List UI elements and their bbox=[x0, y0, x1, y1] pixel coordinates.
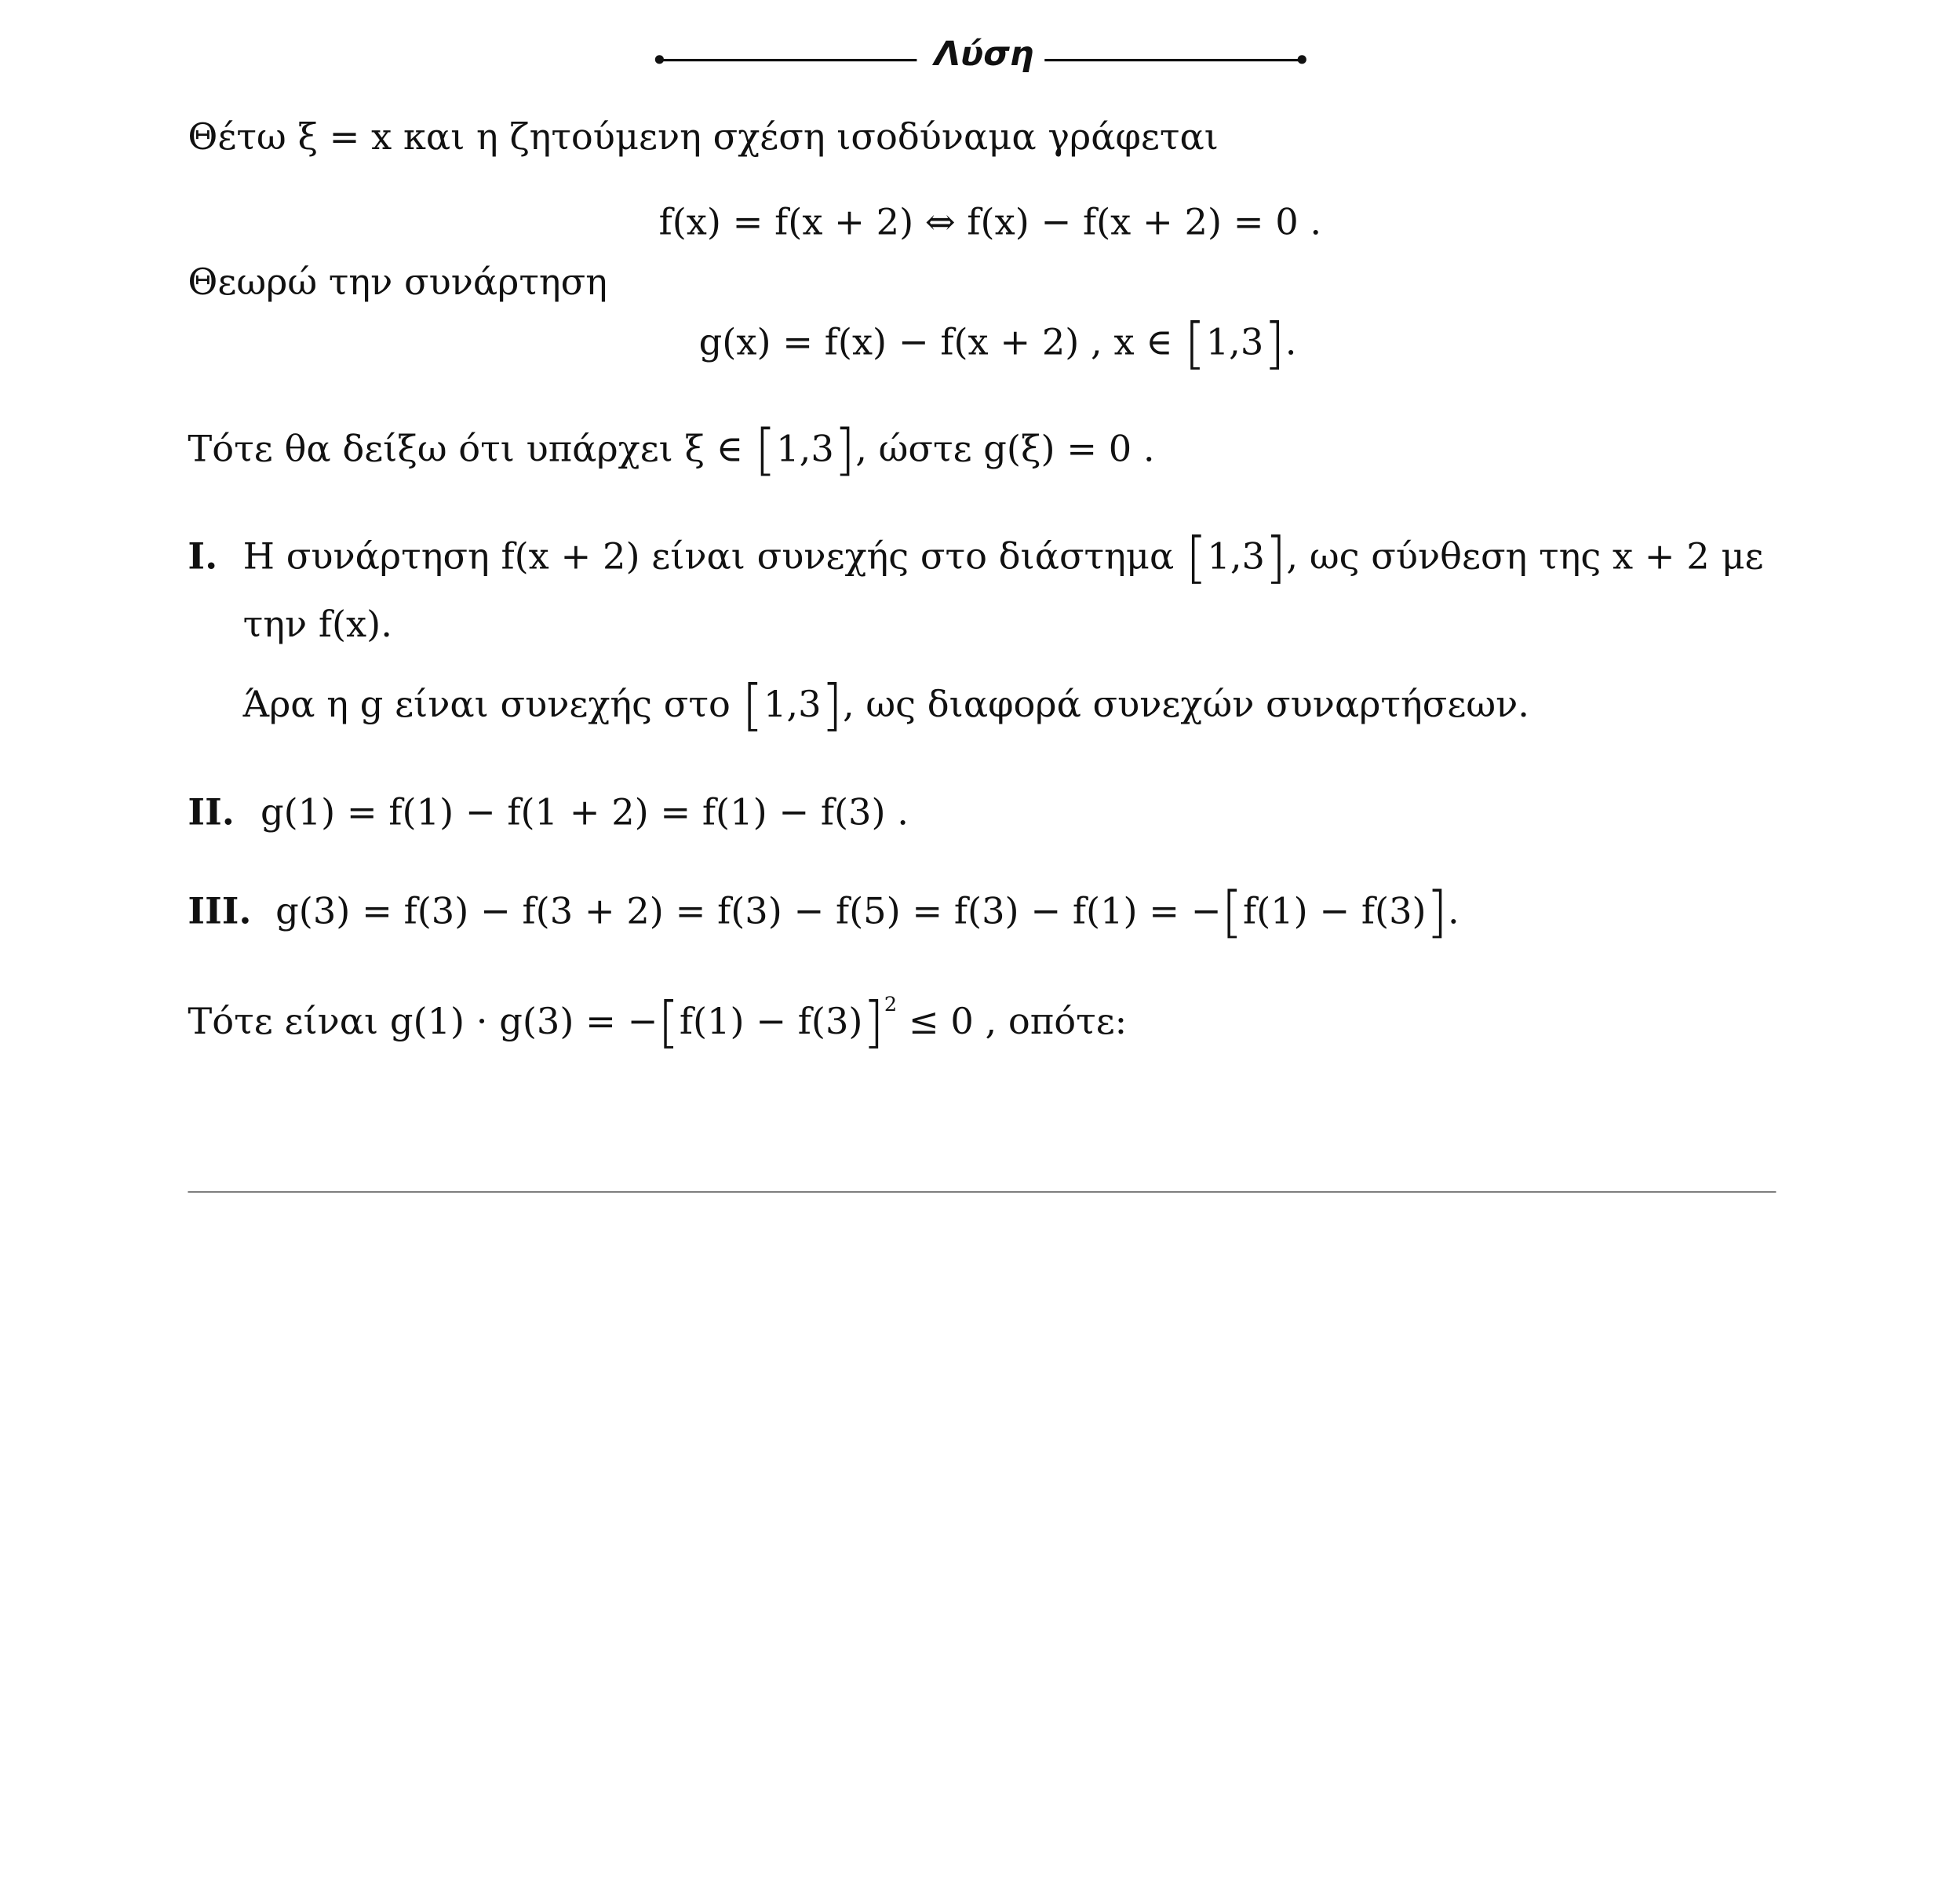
show-prefix: Τότε θα δείξω ότι υπάρχει ξ ∈ bbox=[188, 427, 755, 470]
equation-2-interval: 1,3 bbox=[1205, 320, 1264, 363]
right-bracket: ] bbox=[821, 673, 843, 739]
right-bracket: ] bbox=[1265, 526, 1287, 590]
item-1-line-2: την f(x). bbox=[242, 602, 392, 646]
conclusion-line bbox=[188, 990, 1128, 1056]
item-1-interval: 1,3 bbox=[1207, 534, 1266, 578]
item-1-line-1-b: , ως σύνθεση της x + 2 με bbox=[1286, 534, 1764, 578]
item-1-line-3-a: Άρα η g είναι συνεχής στο bbox=[242, 682, 742, 726]
equation-1: f(x) = f(x + 2) ⇔ f(x) − f(x + 2) = 0 . bbox=[658, 200, 1322, 243]
intro-substitution: ξ = x bbox=[297, 115, 392, 159]
intro-theto: Θέτω bbox=[188, 115, 298, 159]
heading-left-rule bbox=[659, 58, 917, 60]
left-bracket: [ bbox=[742, 673, 763, 739]
heading-right-rule bbox=[1044, 58, 1303, 60]
left-bracket: [ bbox=[1184, 312, 1206, 376]
right-bracket: ] bbox=[833, 418, 856, 483]
left-bracket: [ bbox=[754, 418, 777, 483]
conclusion-bracket-content: f(1) − f(3) bbox=[679, 999, 863, 1043]
item-1-label: I. bbox=[188, 534, 218, 578]
show-line bbox=[188, 418, 1155, 483]
conclusion-suffix: ≤ 0 , οπότε: bbox=[897, 999, 1128, 1043]
intro-line bbox=[188, 115, 1219, 159]
show-interval: 1,3 bbox=[776, 427, 834, 470]
show-suffix: , ώστε g(ξ) = 0 . bbox=[855, 427, 1155, 470]
right-bracket: ] bbox=[1426, 881, 1448, 945]
item-3-end: . bbox=[1447, 889, 1460, 932]
equation-2-main: g(x) = f(x) − f(x + 2) , x ∈ bbox=[698, 320, 1185, 363]
item-3-label: III. bbox=[188, 889, 252, 932]
equation-2 bbox=[698, 312, 1297, 376]
heading-title: Λύση bbox=[934, 35, 1034, 75]
item-1-line-1 bbox=[242, 526, 1764, 590]
item-1-line-3 bbox=[242, 673, 1529, 739]
conclusion-exponent: 2 bbox=[884, 992, 898, 1016]
equation-2-end: . bbox=[1285, 320, 1297, 363]
intro-rest: και η ζητούμενη σχέση ισοδύναμα γράφεται bbox=[392, 115, 1219, 159]
consider-line: Θεωρώ την συνάρτηση bbox=[188, 261, 608, 304]
item-2-label: II. bbox=[188, 790, 235, 833]
item-3-main: g(3) = f(3) − f(3 + 2) = f(3) − f(5) = f(3) − f(1) = − bbox=[275, 889, 1222, 932]
item-1-line-1-a: Η συνάρτηση f(x + 2) είναι συνεχής στο διάστημα bbox=[242, 534, 1186, 578]
item-1-interval-2: 1,3 bbox=[763, 682, 822, 726]
right-bracket: ] bbox=[1263, 312, 1285, 376]
item-3-text bbox=[275, 881, 1460, 945]
item-2-text: g(1) = f(1) − f(1 + 2) = f(1) − f(3) . bbox=[261, 790, 909, 833]
heading-right-dot bbox=[1298, 55, 1306, 64]
left-bracket: [ bbox=[1185, 526, 1208, 590]
conclusion-prefix: Τότε είναι g(1) · g(3) = − bbox=[188, 999, 658, 1043]
right-bracket: ] bbox=[862, 990, 884, 1056]
left-bracket: [ bbox=[658, 990, 680, 1056]
bottom-rule bbox=[188, 1191, 1776, 1193]
left-bracket: [ bbox=[1221, 881, 1243, 945]
item-1-line-3-b: , ως διαφορά συνεχών συναρτήσεων. bbox=[842, 682, 1529, 726]
item-3-bracket-content: f(1) − f(3) bbox=[1242, 889, 1427, 932]
